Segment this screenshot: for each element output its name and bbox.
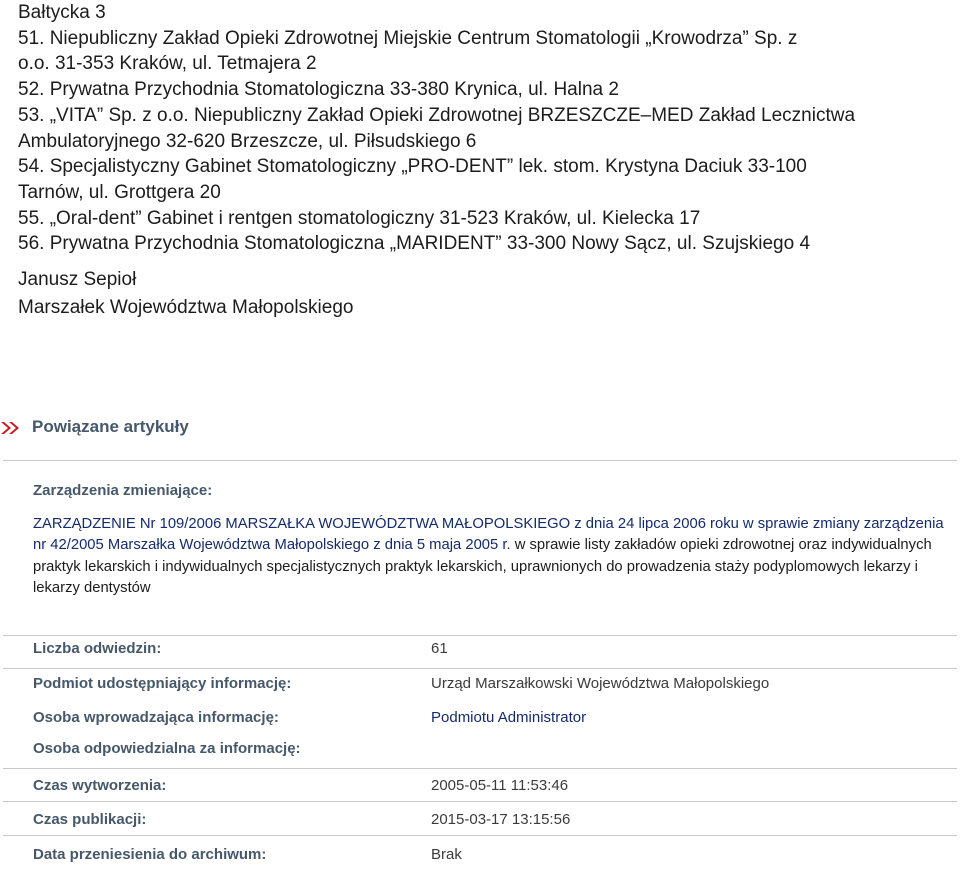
list-line: o.o. 31-353 Kraków, ul. Tetmajera 2 (18, 53, 317, 75)
meta-value: 61 (431, 640, 448, 657)
meta-label: Czas wytworzenia: (33, 777, 167, 794)
divider (3, 768, 957, 769)
signatory-name: Janusz Sepioł (18, 269, 137, 290)
double-chevron-right-icon (0, 421, 24, 435)
signature-block (18, 266, 353, 322)
related-articles-title: Powiązane artykuły (32, 417, 189, 436)
list-line: 51. Niepubliczny Zakład Opieki Zdrowotnej Miejskie Centrum Stomatologii „Krowodrza” Sp. z (18, 27, 798, 49)
list-line: Ambulatoryjnego 32-620 Brzeszcze, ul. Piłsudskiego 6 (18, 130, 477, 152)
list-line: 54. Specjalistyczny Gabinet Stomatologiczny „PRO-DENT” lek. stom. Krystyna Daciuk 33-100 (18, 156, 807, 178)
meta-label: Osoba odpowiedzialna za informację: (33, 740, 301, 757)
list-line: 52. Prywatna Przychodnia Stomatologiczna 33-380 Krynica, ul. Halna 2 (18, 79, 619, 101)
ordinance-link[interactable]: ZARZĄDZENIE Nr 109/2006 MARSZAŁKA WOJEWÓDZTWA MAŁOPOLSKIEGO z dnia 24 lipca 2006 roku w sprawie zmiany zarządzenia nr 42/2005 Marszałka Województwa Małopolskiego z dnia 5 maja 2005 r. (33, 516, 944, 554)
meta-value: Urząd Marszałkowski Województwa Małopolskiego (431, 675, 770, 692)
related-articles-header (0, 414, 189, 440)
divider (3, 801, 957, 802)
list-line: Bałtycka 3 (18, 2, 106, 23)
list-line: Tarnów, ul. Grottgera 20 (18, 181, 221, 203)
institution-list (18, 0, 953, 257)
meta-value: 2015-03-17 13:15:56 (431, 811, 571, 828)
divider (3, 835, 957, 836)
related-ordinance (33, 514, 958, 600)
divider (3, 668, 957, 669)
meta-label: Osoba wprowadzająca informację: (33, 709, 279, 726)
meta-label: Podmiot udostępniający informację: (33, 675, 292, 692)
ordinance-link-subject[interactable]: w sprawie listy zakładów opieki zdrowotnej oraz indywidualnych praktyk lekarskich i indywidualnych specjalistycznych praktyk lekarskich, uprawnionych do prowadzenia staży podyplomowych lekarzy i lekarzy dentystów (33, 537, 932, 597)
meta-label: Data przeniesienia do archiwum: (33, 846, 267, 863)
meta-label: Czas publikacji: (33, 811, 147, 828)
meta-value-link[interactable]: Podmiotu Administrator (431, 709, 587, 726)
meta-label: Liczba odwiedzin: (33, 640, 162, 657)
amending-ordinances-label: Zarządzenia zmieniające: (33, 482, 213, 499)
meta-value: Brak (431, 846, 462, 863)
signatory-title: Marszałek Województwa Małopolskiego (18, 297, 354, 318)
meta-value: 2005-05-11 11:53:46 (431, 777, 569, 794)
list-line: 53. „VITA” Sp. z o.o. Niepubliczny Zakład Opieki Zdrowotnej BRZESZCZE–MED Zakład Lecznictwa (18, 104, 856, 126)
divider (3, 635, 957, 636)
list-line: 55. „Oral-dent” Gabinet i rentgen stomatologiczny 31-523 Kraków, ul. Kielecka 17 (18, 207, 701, 229)
divider (3, 460, 957, 461)
list-line: 56. Prywatna Przychodnia Stomatologiczna „MARIDENT” 33-300 Nowy Sącz, ul. Szujskiego 4 (18, 233, 811, 255)
